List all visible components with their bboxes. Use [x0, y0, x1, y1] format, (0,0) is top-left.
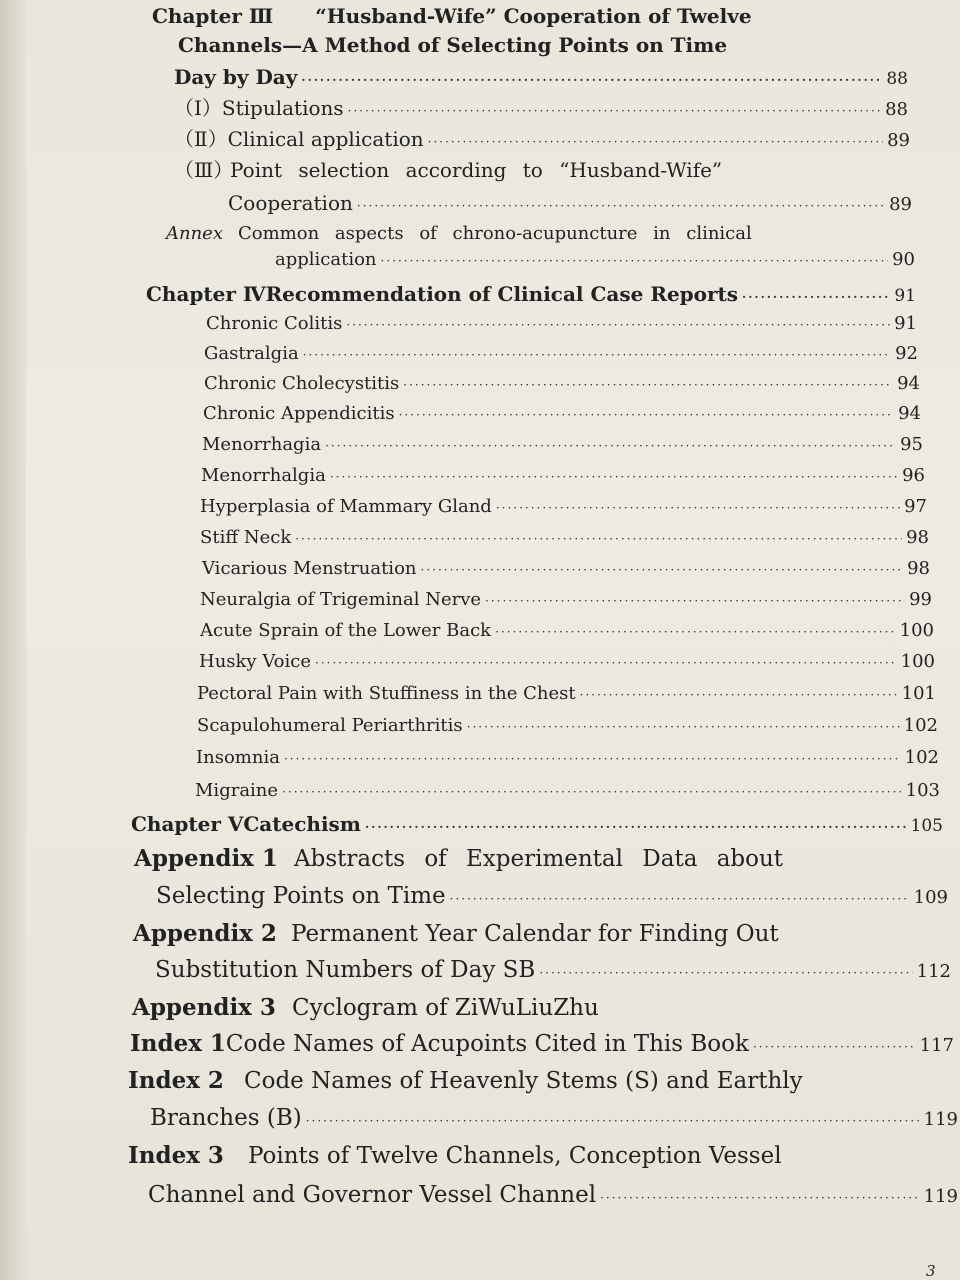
- toc-entry: [196, 744, 939, 772]
- dot-leader: [303, 341, 891, 369]
- toc-entry: [200, 586, 932, 614]
- dot-leader: [496, 494, 900, 522]
- entry-title: Menorrhalgia: [201, 465, 326, 486]
- dot-leader: [381, 247, 889, 275]
- chapter3-label: Chapter Ⅲ: [152, 4, 274, 28]
- annex-title: Common aspects of chrono-acupuncture in clinical: [238, 223, 752, 244]
- appendix2-continuation: [155, 956, 951, 984]
- dot-leader: [450, 885, 910, 913]
- page-ref: 89: [889, 194, 912, 215]
- entry-label: （Ⅰ）: [174, 96, 222, 120]
- dot-leader: [580, 681, 898, 709]
- entry-title: Stiff Neck: [200, 527, 292, 548]
- chapter3-title-line2: Channels—A Method of Selecting Points on Time: [178, 33, 728, 57]
- chapter4-title: Recommendation of Clinical Case Reports: [265, 282, 739, 306]
- chapter4-heading: [146, 280, 916, 308]
- toc-entry: [201, 462, 925, 490]
- page-ref: 88: [885, 99, 908, 120]
- page-ref: 96: [902, 465, 925, 486]
- dot-leader: [753, 1033, 916, 1061]
- page-ref: 102: [904, 747, 939, 768]
- page-ref: 89: [887, 130, 910, 151]
- index2-continuation: [150, 1104, 958, 1132]
- entry-label: （Ⅱ）: [174, 127, 228, 151]
- toc-entry: [204, 370, 920, 398]
- dot-leader: [600, 1184, 920, 1212]
- entry-title: Hyperplasia of Mammary Gland: [200, 496, 492, 517]
- index3-title-cont: Channel and Governor Vessel Channel: [148, 1182, 597, 1208]
- dot-leader: [467, 713, 900, 741]
- appendix1-title-cont: Selecting Points on Time: [156, 883, 446, 909]
- page-ref: 98: [907, 558, 930, 579]
- appendix1-label: Appendix 1: [134, 845, 278, 872]
- entry-title: Neuralgia of Trigeminal Nerve: [200, 589, 482, 610]
- page-ref: 95: [900, 434, 923, 455]
- appendix2-heading: [133, 920, 779, 948]
- index3-heading: [128, 1142, 782, 1170]
- index3-title: Points of Twelve Channels, Conception Vessel: [248, 1143, 782, 1169]
- dot-leader: [421, 556, 904, 584]
- dot-leader: [330, 463, 898, 491]
- entry-title: Gastralgia: [204, 343, 299, 364]
- chapter5-title: Catechism: [243, 812, 361, 836]
- page-ref: 90: [892, 249, 915, 270]
- entry-title: Scapulohumeral Periarthritis: [197, 715, 463, 736]
- chapter3-title-line1: “Husband-Wife” Cooperation of Twelve: [315, 4, 752, 28]
- page-ref: 91: [894, 313, 917, 334]
- page-ref: 119: [923, 1109, 958, 1130]
- appendix3-heading: [132, 994, 599, 1022]
- index2-title: Code Names of Heavenly Stems (S) and Earthly: [244, 1068, 803, 1094]
- index3-label: Index 3: [128, 1142, 224, 1169]
- chapter3-heading: [152, 2, 752, 30]
- entry-title: Vicarious Menstruation: [202, 558, 417, 579]
- toc-entry: [197, 712, 938, 740]
- toc-entry: [197, 680, 936, 708]
- page-binding-shadow: [0, 0, 26, 1280]
- toc-entry: [204, 340, 918, 368]
- page-ref: 98: [906, 527, 929, 548]
- toc-entry: [200, 493, 927, 521]
- page-ref: 103: [905, 780, 940, 801]
- toc-entry: [202, 555, 930, 583]
- page-ref: 94: [897, 373, 920, 394]
- page-ref: 102: [903, 715, 938, 736]
- page-ref: 88: [886, 69, 908, 89]
- toc-entry: [200, 524, 929, 552]
- page-ref: 94: [898, 403, 921, 424]
- toc-entry: [199, 648, 935, 676]
- index1-label: Index 1: [130, 1030, 226, 1057]
- appendix3-title: Cyclogram of ZiWuLiuZhu: [292, 995, 599, 1021]
- page-ref: 112: [916, 961, 951, 982]
- page-ref: 105: [910, 816, 943, 836]
- appendix1-heading: [134, 845, 783, 873]
- page-ref: 100: [899, 620, 934, 641]
- chapter4-label: Chapter Ⅳ: [146, 282, 266, 306]
- entry-title: Clinical application: [227, 127, 424, 151]
- appendix2-label: Appendix 2: [133, 920, 277, 947]
- page-ref: 92: [895, 343, 918, 364]
- entry-title: Migraine: [195, 780, 279, 801]
- entry-title: Acute Sprain of the Lower Back: [200, 620, 492, 641]
- dot-leader: [346, 311, 890, 339]
- dot-leader: [348, 97, 881, 125]
- page-ref: 100: [900, 651, 935, 672]
- page-ref: 117: [919, 1035, 954, 1056]
- appendix2-title: Permanent Year Calendar for Finding Out: [291, 921, 779, 947]
- dot-leader: [539, 959, 912, 987]
- dot-leader: [301, 66, 882, 94]
- dot-leader: [365, 813, 907, 841]
- entry-title: Menorrhagia: [202, 434, 322, 455]
- entry-title: Chronic Cholecystitis: [204, 373, 400, 394]
- dot-leader: [428, 128, 883, 156]
- page-ref: 99: [909, 589, 932, 610]
- dot-leader: [742, 283, 890, 311]
- page-ref: 119: [923, 1186, 958, 1207]
- entry-title: Husky Voice: [199, 651, 311, 672]
- chapter3-title-line3-text: Day by Day: [174, 65, 298, 89]
- annex-entry: [166, 220, 752, 248]
- page-ref: 109: [913, 887, 948, 908]
- dot-leader: [357, 192, 885, 220]
- dot-leader: [295, 525, 902, 553]
- entry-title: Chronic Appendicitis: [203, 403, 395, 424]
- page-number: 3: [926, 1262, 936, 1280]
- appendix2-title-cont: Substitution Numbers of Day SB: [155, 957, 536, 983]
- dot-leader: [325, 432, 896, 460]
- toc-entry: [202, 431, 923, 459]
- toc-entry: [174, 156, 722, 184]
- dot-leader: [403, 371, 893, 399]
- dot-leader: [315, 649, 897, 677]
- dot-leader: [485, 587, 905, 615]
- appendix1-continuation: [156, 882, 948, 910]
- dot-leader: [495, 618, 896, 646]
- entry-title-cont: Cooperation: [228, 191, 353, 215]
- appendix1-title: Abstracts of Experimental Data about: [294, 846, 784, 872]
- index1-title: Code Names of Acupoints Cited in This Book: [225, 1031, 749, 1057]
- chapter5-label: Chapter Ⅴ: [131, 812, 244, 836]
- toc-entry: [195, 777, 940, 805]
- dot-leader: [282, 778, 902, 806]
- annex-label: Annex: [166, 223, 223, 244]
- chapter5-heading: [131, 810, 943, 838]
- toc-entry-continuation: [228, 189, 912, 217]
- index2-label: Index 2: [128, 1067, 224, 1094]
- index3-continuation: [148, 1181, 958, 1209]
- index2-title-cont: Branches (B): [150, 1105, 302, 1131]
- annex-title-cont: application: [275, 249, 377, 270]
- toc-entry: [174, 94, 908, 122]
- index1-heading: [130, 1030, 954, 1058]
- entry-title: Stipulations: [221, 96, 344, 120]
- toc-entry: [203, 400, 921, 428]
- page-ref: 91: [894, 286, 916, 306]
- appendix3-label: Appendix 3: [132, 994, 276, 1021]
- toc-entry: [206, 310, 917, 338]
- page-ref: 101: [901, 683, 936, 704]
- entry-title: Point selection according to “Husband-Wife”: [230, 158, 723, 182]
- chapter3-title-line3: [174, 63, 908, 91]
- dot-leader: [399, 401, 895, 429]
- annex-entry-continuation: [275, 246, 915, 274]
- dot-leader: [284, 745, 901, 773]
- entry-label: （Ⅲ）: [174, 158, 234, 182]
- dot-leader: [306, 1107, 920, 1135]
- toc-entry: [200, 617, 934, 645]
- entry-title: Pectoral Pain with Stuffiness in the Chest: [197, 683, 576, 704]
- entry-title: Chronic Colitis: [206, 313, 343, 334]
- page-ref: 97: [904, 496, 927, 517]
- index2-heading: [128, 1067, 803, 1095]
- entry-title: Insomnia: [196, 747, 280, 768]
- toc-entry: [174, 125, 910, 153]
